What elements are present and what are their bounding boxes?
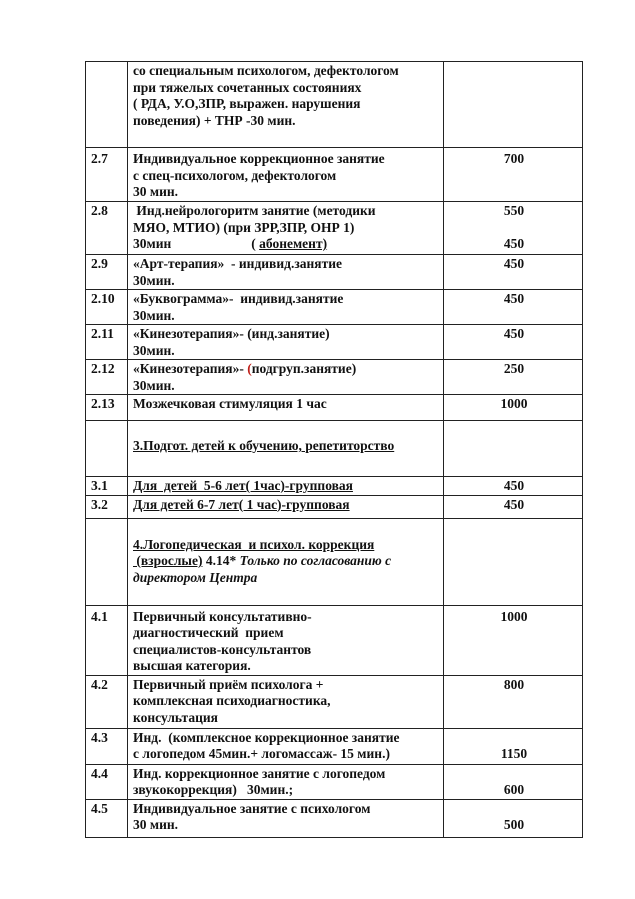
row-description: «Арт-терапия» - индивид.занятие 30мин. (128, 255, 444, 290)
row-description (128, 202, 444, 255)
row-number: 4.3 (86, 728, 128, 764)
table-row (86, 202, 583, 255)
row-description: Для детей 6-7 лет( 1 час)-групповая (128, 495, 444, 518)
row-number: 2.10 (86, 290, 128, 325)
row-price: 1000 (444, 395, 583, 421)
row-number: 4.4 (86, 764, 128, 799)
desc-line: поведения) + ТНР -30 мин. (133, 112, 296, 128)
row-number: 3.1 (86, 477, 128, 496)
row-number: 2.8 (86, 202, 128, 255)
desc-line: 30 мин. (133, 184, 179, 199)
row-price: 1000 (444, 605, 583, 675)
row-price: 450 (444, 495, 583, 518)
row-price (444, 421, 583, 477)
row-price-subscription: 450 (503, 236, 525, 251)
table-row (86, 255, 583, 290)
row-description: «Буквограмма»- индивид.занятие 30мин. (128, 290, 444, 325)
row-price: 700 (444, 148, 583, 202)
row-description (128, 148, 444, 202)
table-row (86, 495, 583, 518)
row-price: 450 (444, 255, 583, 290)
section-header-row (86, 421, 583, 477)
table-row (86, 62, 583, 148)
price-table (85, 61, 583, 838)
desc-line: при тяжелых сочетанных состояниях (133, 79, 362, 95)
table-row (86, 148, 583, 202)
table-row (86, 675, 583, 728)
row-number: 2.12 (86, 360, 128, 395)
row-price: 600 (444, 764, 583, 799)
desc-line: с спец-психологом, дефектологом (133, 167, 337, 183)
row-price: 500 (444, 799, 583, 837)
row-description: Мозжечковая стимуляция 1 час (128, 395, 444, 421)
row-description: «Кинезотерапия»- (инд.занятие) 30мин. (128, 325, 444, 360)
row-description: Первичный консультативно- диагностический прием специалистов-консультантов высшая категория. (128, 605, 444, 675)
table-row (86, 728, 583, 764)
row-description: Индивидуальное занятие с психологом 30 мин. (128, 799, 444, 837)
row-price: 550 450 (444, 202, 583, 255)
section-title: 3.Подгот. детей к обучению, репетиторство (128, 421, 444, 477)
desc-line: со специальным психологом, дефектологом (133, 63, 399, 78)
table-row (86, 799, 583, 837)
section-title: 4.Логопедическая и психол. коррекция (взрослые) 4.14* Только по согласованию с директором Центра (128, 518, 444, 605)
row-number: 3.2 (86, 495, 128, 518)
row-price: 450 (444, 325, 583, 360)
row-description: Первичный приём психолога + комплексная психодиагностика, консультация (128, 675, 444, 728)
desc-line: ( РДА, У.О,ЗПР, выражен. нарушения (133, 96, 361, 111)
row-price: 1150 (444, 728, 583, 764)
row-price: 250 (444, 360, 583, 395)
table-row (86, 395, 583, 421)
row-price: 450 (444, 290, 583, 325)
row-description: «Кинезотерапия»- (подгруп.занятие) 30мин. (128, 360, 444, 395)
row-price (444, 518, 583, 605)
desc-line: 30мин ( абонемент) (133, 236, 328, 251)
row-description: Инд. (комплексное коррекционное занятие с логопедом 45мин.+ логомассаж- 15 мин.) (128, 728, 444, 764)
table-row (86, 605, 583, 675)
row-number: 2.7 (86, 148, 128, 202)
row-number (86, 421, 128, 477)
row-number: 2.11 (86, 325, 128, 360)
row-price: 450 (444, 477, 583, 496)
row-price: 800 (444, 675, 583, 728)
row-description: Для детей 5-6 лет( 1час)-групповая (128, 477, 444, 496)
table-row (86, 477, 583, 496)
row-number: 4.5 (86, 799, 128, 837)
desc-line: МЯО, МТИО) (при ЗРР,ЗПР, ОНР 1) (133, 219, 355, 235)
row-price (444, 62, 583, 148)
row-number: 2.13 (86, 395, 128, 421)
row-number: 4.2 (86, 675, 128, 728)
desc-line: Инд.нейрологоритм занятие (методики (133, 203, 376, 218)
table-row (86, 325, 583, 360)
table-row (86, 290, 583, 325)
row-description (128, 62, 444, 148)
row-number: 2.9 (86, 255, 128, 290)
row-number: 4.1 (86, 605, 128, 675)
row-number (86, 518, 128, 605)
table-row (86, 360, 583, 395)
row-number (86, 62, 128, 148)
table-row (86, 764, 583, 799)
desc-line: Индивидуальное коррекционное занятие (133, 151, 385, 166)
row-description: Инд. коррекционное занятие с логопедом звукокоррекция) 30мин.; (128, 764, 444, 799)
section-header-row (86, 518, 583, 605)
